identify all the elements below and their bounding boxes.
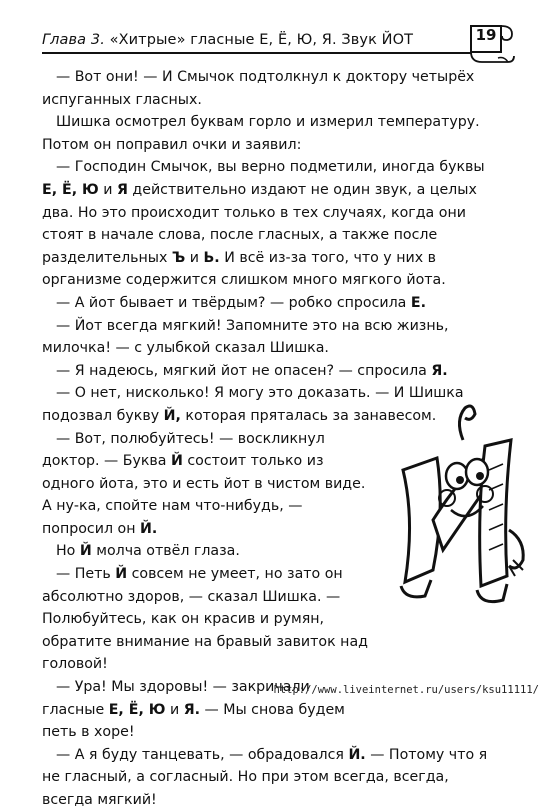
text-run: — Вот они! — И Смычок подтолкнул к доктору четырёх испуганных гласных. (42, 69, 475, 108)
text-run: которая пряталась за занавесом. (180, 407, 437, 424)
bold-letter: Ь. (203, 249, 220, 266)
paragraph (42, 315, 498, 360)
text-run: — Я надеюсь, мягкий йот не опасен? — спросила (56, 362, 432, 379)
text-run: — Петь (56, 566, 116, 583)
bold-letter: Й (171, 453, 183, 470)
bold-letter: Й. (348, 746, 366, 763)
paragraph (42, 111, 498, 156)
bold-letter: Е, Ё, Ю (42, 181, 99, 198)
text-run: совсем не умеет, но зато он абсолютно здоров, — сказал Шишка. — Полюбуйтесь, как он красив и румян, обратите внимание на бравый завиток над головой! (42, 566, 368, 673)
text-run: И всё из-за того, что у них в организме содержится слишком много мягкого йота. (42, 249, 446, 289)
bold-letter: Я. (183, 701, 201, 718)
paragraph (42, 292, 498, 315)
page-number-badge (468, 18, 516, 68)
chapter-heading (42, 32, 413, 48)
bold-letter: Й (79, 543, 92, 560)
text-run: — А йот бывает и твёрдым? — робко спросила (56, 294, 411, 311)
page-number: 19 (475, 26, 497, 44)
bold-letter: Й. (139, 520, 158, 537)
paragraph (42, 540, 372, 563)
text-run: Но (56, 543, 80, 560)
text-run: и (185, 249, 204, 266)
bold-letter: Ъ (171, 249, 186, 266)
text-run: — Мы снова будем петь в хоре! (42, 701, 345, 741)
bold-letter: Я. (431, 362, 448, 379)
letter-y-character-illustration (385, 400, 535, 615)
text-run: и (165, 701, 184, 718)
paragraph (42, 66, 498, 111)
text-run: состоит только из одного йота, это и есть йот в чистом виде. А ну-ка, спойте нам что-нибудь, — попросил он (42, 453, 366, 537)
text-run: действительно издают не один звук, а целых два. Но это происходит только в тех случаях, когда они стоят в начале слова, после гласных, а также после разделительных (42, 181, 477, 266)
header-rule (42, 52, 472, 54)
bold-letter: Й, (163, 407, 181, 424)
paragraph (42, 563, 372, 676)
text-run: — Ура! Мы здоровы! — закричали гласные (42, 679, 310, 718)
watermark-url: http://www.liveinternet.ru/users/ksu11111/ (273, 684, 539, 696)
bold-letter: Й (115, 566, 128, 583)
bold-letter: Е. (410, 294, 426, 311)
text-run: — Потому что я не гласный, а согласный. Но при этом всегда, всегда, всегда мягкий! (42, 746, 488, 808)
text-run: — Вот, полюбуйтесь! — воскликнул доктор. — Буква (42, 430, 325, 470)
text-run: — Господин Смычок, вы верно подметили, иногда буквы (56, 159, 485, 176)
chapter-number: Глава 3. (42, 32, 105, 48)
bold-letter: Е, Ё, Ю (108, 701, 166, 718)
paragraph (42, 744, 498, 812)
paragraph (42, 428, 372, 541)
text-run: и (98, 181, 117, 198)
text-run: — О нет, нисколько! Я могу это доказать. — И Шишка подозвал букву (42, 385, 464, 424)
text-run: — Йот всегда мягкий! Запомните это на всю жизнь, милочка! — с улыбкой сказал Шишка. (42, 317, 449, 357)
chapter-title: «Хитрые» гласные Е, Ё, Ю, Я. Звук ЙОТ (104, 32, 414, 48)
text-run: — А я буду танцевать, — обрадовался (56, 746, 349, 763)
paragraph (42, 360, 498, 383)
paragraph (42, 156, 498, 292)
bold-letter: Я (116, 181, 128, 198)
page-header (42, 30, 517, 56)
text-run: молча отвёл глаза. (91, 543, 240, 560)
text-run: Шишка осмотрел буквам горло и измерил температуру. Потом он поправил очки и заявил: (42, 114, 480, 153)
